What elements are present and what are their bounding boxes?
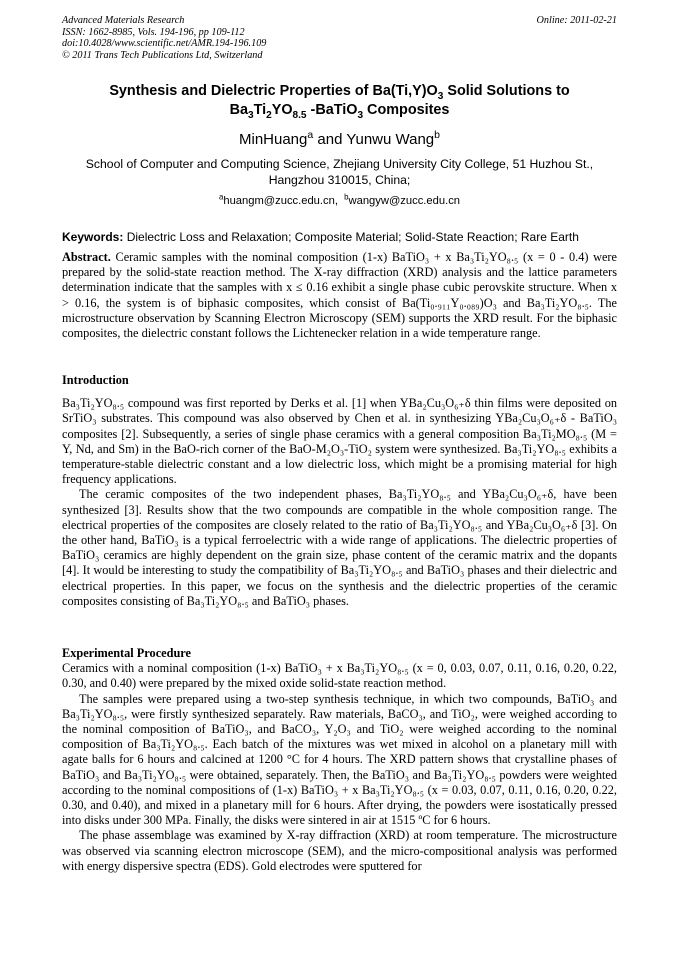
copyright-line: © 2011 Trans Tech Publications Ltd, Switzerland [62,49,263,61]
intro-paragraph-2: The ceramic composites of the two independent phases, Ba₃Ti₂YO₈.₅ and YBa₂Cu₃O₆₊δ, have been synthesized [3]. Results show that the two compounds are compatible in the whole composition range. The electrical properties of the composites are closely related to the ratio of Ba₃Ti₂YO₈.₅ and YBa₂Cu₃O₆₊δ [3]. On the other hand, BaTiO₃ is a typical ferroelectric with a wide range of applications. The dielectric properties of BaTiO₃ ceramics are highly dependent on the grain size, phase content of the ceramic matrix and the dopants [4]. It would be interesting to study the compatibility of Ba₃Ti₂YO₈.₅ and BaTiO₃ phases and their dielectric and electrical properties. In this paper, we focus on the synthesis and the dielectric properties of the ceramic composites consisting of Ba₃Ti₂YO₈.₅ and BaTiO₃ phases. [62,487,617,608]
abstract [62,250,617,341]
email-1[interactable]: huangm@zucc.edu.cn, [223,195,338,207]
author-line: MinHuang$^a$ and Yunwu Wang$^b$ [239,129,440,148]
keywords-label: Keywords: [62,230,124,244]
experimental-section [62,646,617,874]
experimental-heading: Experimental Procedure [62,646,191,660]
experimental-paragraph-2: The samples were prepared using a two-step synthesis technique, in which two compounds, BaTiO₃ and Ba₃Ti₂YO₈.₅, were firstly synthesized separately. Raw materials, BaCO₃, and TiO₂, were weighed according to the nominal composition of BaTiO₃, and BaCO₃, Y₂O₃ and TiO₂ were weighed according to the nominal composition of Ba₃Ti₂YO₈.₅. Each batch of the mixtures was wet mixed in alcohol on a planetary mill with agate balls for 6 hours and calcined at 1200 °C for 4 hours. The XRD pattern shows that crystalline phases of BaTiO₃ and Ba₃Ti₂YO₈.₅ were obtained, separately. Then, the BaTiO₃ and Ba₃Ti₂YO₈.₅ powders were weighted according to the nominal compositions of (1-x) BaTiO₃ + x Ba₃Ti₂YO₈.₅ (x = 0.03, 0.07, 0.11, 0.16, 0.20, 0.22, 0.30, and 0.40), and mixed in a planetary mill for 6 hours. After drying, the powders were isostatically pressed into disks under 300 MPa. Finally, the disks were sintered in air at 1515 ºC for 6 hours. [62,691,617,828]
issn-line: ISSN: 1662-8985, Vols. 194-196, pp 109-112 [62,26,245,38]
introduction-section [62,373,617,609]
journal-name: Advanced Materials Research [62,15,185,26]
author-2: Yunwu Wang [346,131,435,148]
keywords-text: Dielectric Loss and Relaxation; Composite Material; Solid-State Reaction; Rare Earth [123,230,579,244]
doi-line: doi:10.4028/www.scientific.net/AMR.194-196.109 [62,38,267,49]
introduction-heading: Introduction [62,373,129,387]
paper-title: Synthesis and Dielectric Properties of $Ba(Ti,Y)O_3$ Solid Solutions to $Ba_3Ti_2YO_{8.5}$ -BaTiO$_3$ Composites [109,83,570,121]
experimental-paragraph-3: The phase assemblage was examined by X-ray diffraction (XRD) at room temperature. The microstructure was observed via scanning electron microscope (SEM), and the micro-compositional analysis was performed with energy dispersive spectra (EDS). Gold electrodes were sputtered for [62,828,617,873]
affiliation: School of Computer and Computing Science, Zhejiang University City College, 51 Huzhou St., Hangzhou 310015, China; [85,157,594,187]
abstract-text: Ceramic samples with the nominal composition (1-x) BaTiO₃ + x Ba₃Ti₂YO₈.₅ (x = 0 - 0.4) were prepared by the solid-state reaction method. The X-ray diffraction (XRD) analysis and the lattice parameters determination indicate that the samples with x ≤ 0.16 exhibit a single phase cubic perovskite structure. When x > 0.16, the system is of biphasic composites, which consist of Ba(Ti₀.₉₁₁Y₀.₀₈₉)O₃ and Ba₃Ti₂YO₈.₅. The microstructure observation by Scanning Electron Microscopy (SEM) supports the XRD result. For the biphasic composites, the dielectric constant follows the Lichtenecker relation in a wide temperature range. [62,250,617,341]
experimental-paragraph-1: Ceramics with a nominal composition (1-x) BaTiO₃ + x Ba₃Ti₂YO₈.₅ (x = 0, 0.03, 0.07, 0.11, 0.16, 0.20, 0.22, 0.30, and 0.40) were prepared by the mixed oxide solid-state reaction method. [62,661,617,691]
author-1: MinHuang [239,131,308,148]
keywords [62,230,617,245]
intro-paragraph-1: Ba₃Ti₂YO₈.₅ compound was first reported by Derks et al. [1] when YBa₂Cu₃O₆₊δ thin films were deposited on SrTiO₃ substrates. This compound was also observed by Chen et al. in synthesizing YBa₂Cu₃O₆₊δ - BaTiO₃ composites [2]. Subsequently, a series of single phase ceramics with a general composition Ba₃Ti₂MO₈.₅ (M = Y, Nd, and Sm) in the BaO-rich corner of the BaO-M₂O₃-TiO₂ system were synthesized. Ba₃Ti₂YO₈.₅ exhibits a temperature-stable dielectric constant and a low dielectric loss, which might be a promising material for high frequency applications. [62,396,617,487]
email-line: $^a$huangm@zucc.edu.cn, $^b$wangyw@zucc.edu.cn [218,192,461,207]
abstract-label: Abstract. [62,250,111,264]
journal-header [62,15,617,61]
online-date: Online: 2011-02-21 [536,15,617,26]
email-2[interactable]: wangyw@zucc.edu.cn [348,195,461,207]
